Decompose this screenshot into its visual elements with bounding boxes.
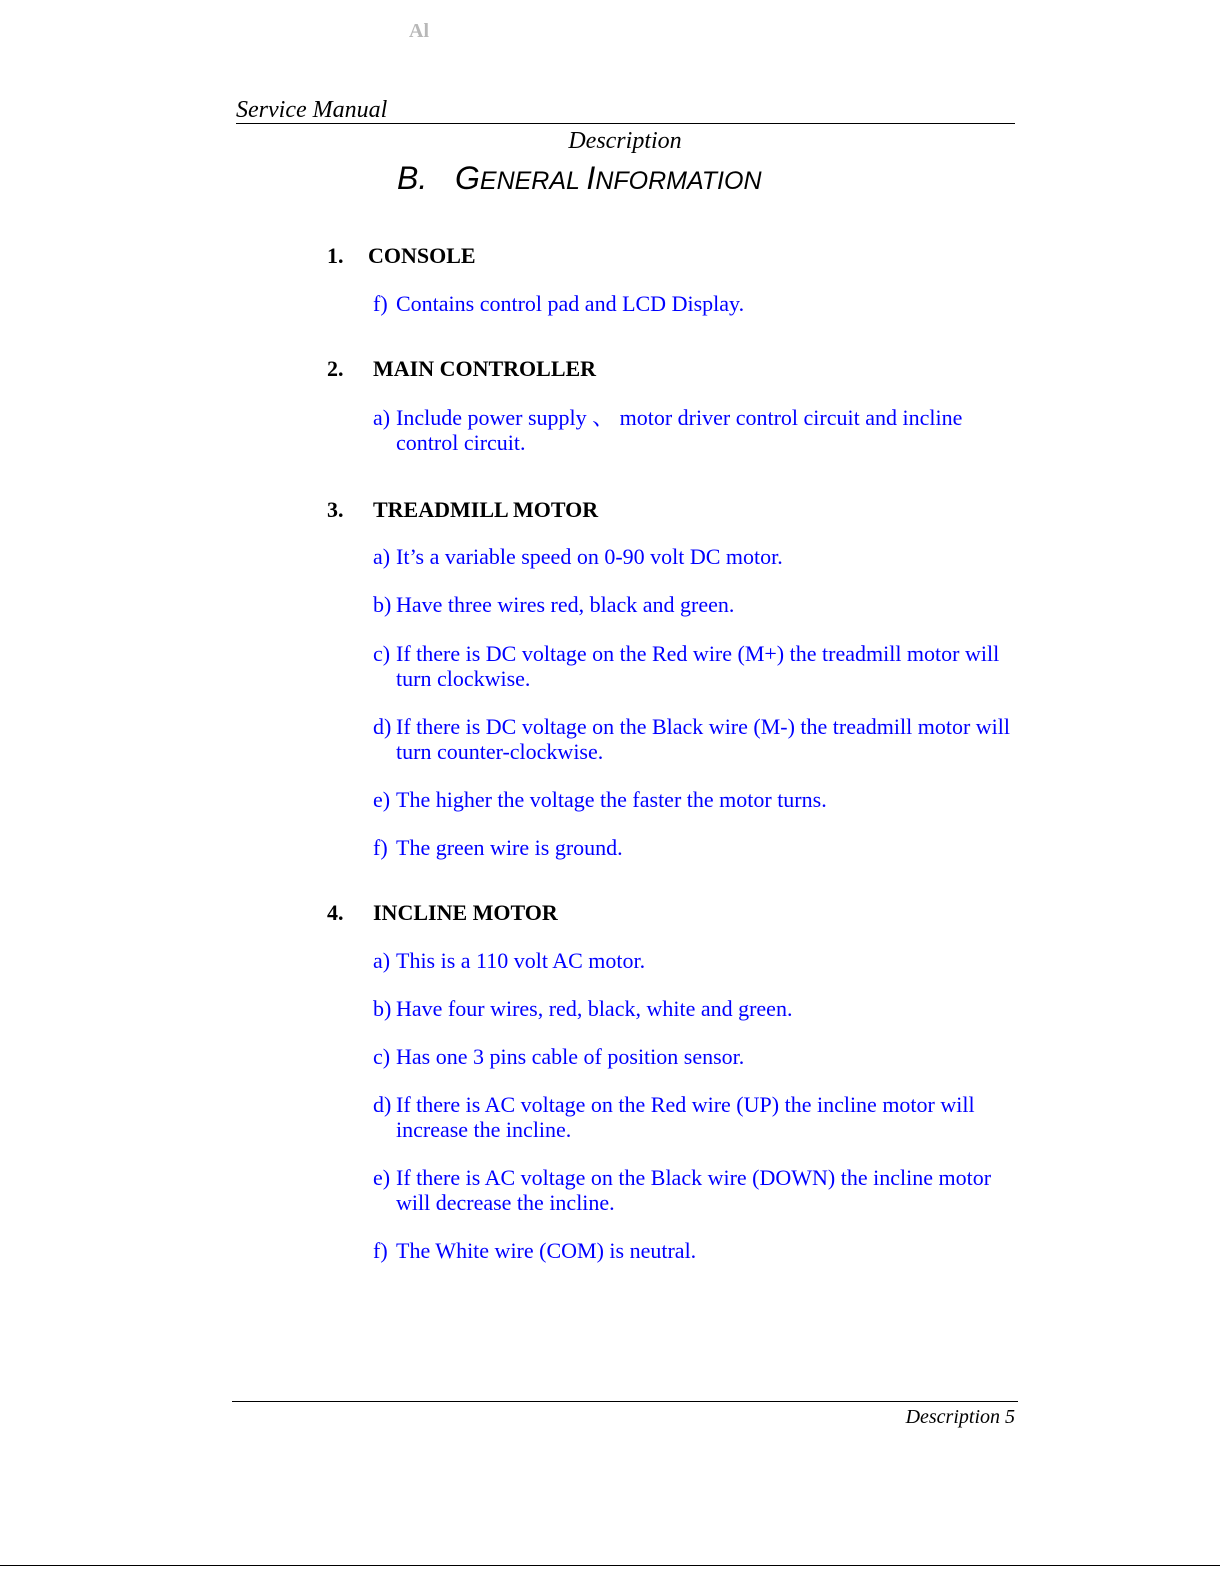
list-item-text: Has one 3 pins cable of position sensor. (396, 1044, 745, 1069)
list-item-text: Contains control pad and LCD Display. (396, 291, 745, 316)
section-number: 1. (327, 243, 344, 268)
section-heading-label: MAIN CONTROLLER (373, 356, 597, 381)
section-number: 4. (327, 900, 344, 925)
header-subtitle: Description (568, 128, 682, 154)
list-marker: c) (373, 1044, 391, 1069)
list-item (373, 291, 1018, 316)
list-item (373, 592, 1018, 617)
list-marker: a) (373, 405, 391, 430)
section-heading-label: TREADMILL MOTOR (373, 497, 599, 522)
section-title-part: G (455, 160, 480, 196)
section-title-part: NFORMATION (595, 167, 762, 195)
list-item-text: Include power supply 、 motor driver control circuit and incline control circuit. (396, 405, 963, 455)
list-item (373, 1044, 1018, 1069)
list-item (373, 641, 1018, 691)
section-title-part: I (586, 160, 596, 196)
section-title (397, 158, 762, 201)
list-item-text: This is a 110 volt AC motor. (396, 948, 646, 973)
list-marker: b) (373, 996, 392, 1021)
section-number: 3. (327, 497, 344, 522)
section-title-part: ENERAL (479, 167, 587, 195)
list-item-text: If there is DC voltage on the Black wire (M-) the treadmill motor will turn counter-clockwise. (396, 714, 1011, 764)
footer-page-label: Description 5 (905, 1406, 1015, 1428)
list-item (373, 1238, 1018, 1263)
list-marker: d) (373, 714, 392, 739)
section-number: 2. (327, 356, 344, 381)
list-item (373, 544, 1018, 569)
header-rule (236, 123, 1015, 124)
list-marker: a) (373, 948, 391, 973)
list-item-text: It’s a variable speed on 0-90 volt DC motor. (396, 544, 783, 569)
list-item-text: If there is AC voltage on the Black wire (DOWN) the incline motor will decrease the incline. (396, 1165, 992, 1215)
list-item-text: Have four wires, red, black, white and green. (396, 996, 793, 1021)
list-item-text: The green wire is ground. (396, 835, 623, 860)
list-marker: f) (373, 291, 388, 316)
list-item (373, 1165, 1018, 1215)
list-marker: b) (373, 592, 392, 617)
list-item (373, 835, 1018, 860)
list-marker: a) (373, 544, 391, 569)
section-letter: B. (397, 160, 428, 196)
list-item-text: If there is DC voltage on the Red wire (M+) the treadmill motor will turn clockwise. (396, 641, 1000, 691)
watermark-text: Al (409, 20, 429, 42)
section-heading-label: INCLINE MOTOR (373, 900, 558, 925)
page-bottom-rule (0, 1565, 1220, 1566)
list-marker: e) (373, 787, 391, 812)
list-item-text: Have three wires red, black and green. (396, 592, 735, 617)
list-item (373, 996, 1018, 1021)
list-item (373, 714, 1018, 764)
list-item (373, 1092, 1018, 1142)
header-title: Service Manual (236, 97, 388, 123)
list-item-text: The higher the voltage the faster the motor turns. (396, 787, 827, 812)
footer-rule (232, 1401, 1018, 1402)
list-item (373, 405, 1018, 455)
list-marker: d) (373, 1092, 392, 1117)
list-item-text: If there is AC voltage on the Red wire (UP) the incline motor will increase the incline. (396, 1092, 975, 1142)
list-marker: e) (373, 1165, 391, 1190)
list-marker: f) (373, 1238, 388, 1263)
list-marker: c) (373, 641, 391, 666)
list-item (373, 787, 1018, 812)
list-item (373, 948, 1018, 973)
list-item-text: The White wire (COM) is neutral. (396, 1238, 697, 1263)
section-heading-label: CONSOLE (368, 243, 476, 268)
list-marker: f) (373, 835, 388, 860)
